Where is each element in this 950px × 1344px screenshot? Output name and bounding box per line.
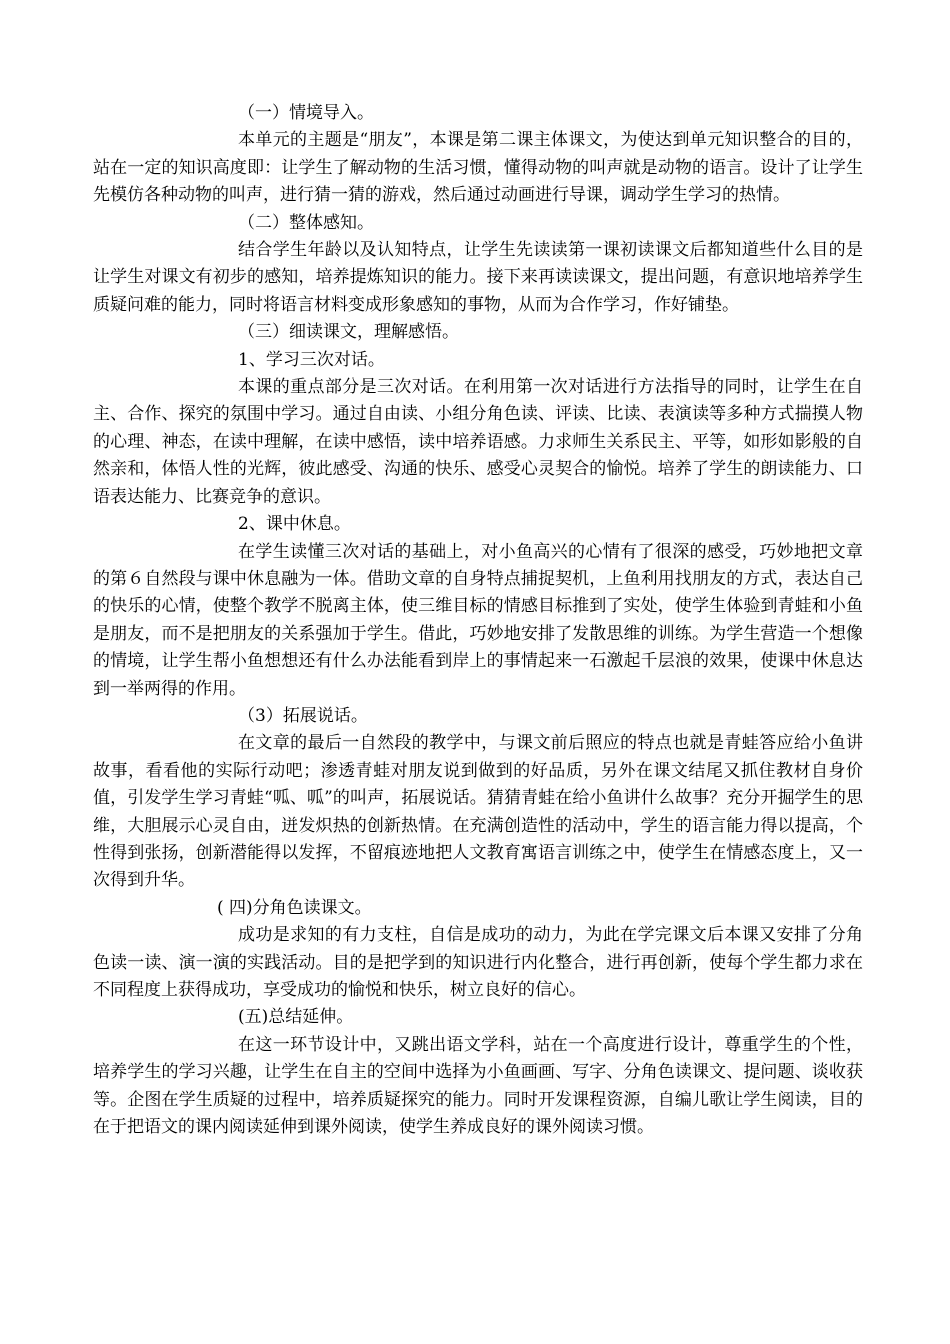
section-heading-5: (五)总结延伸。: [238, 1007, 354, 1028]
section-heading-4: ( 四)分角色读课文。: [217, 897, 372, 918]
subsection-paragraph-3-2: 在学生读懂三次对话的基础上，对小鱼高兴的心情有了很深的感受，巧妙地把文章的第６自然段与课中休息融为一体。借助文章的自身特点捕捉契机，上鱼利用找朋友的方式，表达自己的快乐的心情，使整个教学不脱离主体，使三维目标的情感目标推到了实处，使学生体验到青蛙和小鱼是朋友，而不是把朋友的关系强加于学生。借此，巧妙地安排了发散思维的训练。为学生营造一个想像的情境，让学生帮小鱼想想还有什么办法能看到岸上的事情起来一石激起千层浪的效果，使课中休息达到一举两得的作用。: [93, 541, 863, 699]
section-heading-3: （三）细读课文，理解感悟。: [238, 322, 459, 343]
section-paragraph-5: 在这一环节设计中，又跳出语文学科，站在一个高度进行设计，尊重学生的个性，培养学生的学习兴趣，让学生在自主的空间中选择为小鱼画画、写字、分角色读课文、提问题、谈收获等。企图在学生质疑的过程中，培养质疑探究的能力。同时开发课程资源，自编儿歌让学生阅读，目的在于把语文的课内阅读延伸到课外阅读，使学生养成良好的课外阅读习惯。: [93, 1034, 863, 1138]
section-paragraph-4: 成功是求知的有力支柱，自信是成功的动力，为此在学完课文后本课又安排了分角色读一读、演一演的实践活动。目的是把学到的知识进行内化整合，进行再创新，使每个学生都力求在不同程度上获得成功，享受成功的愉悦和快乐，树立良好的信心。: [93, 925, 863, 1000]
subsection-heading-3-3: （3）拓展说话。: [238, 705, 368, 726]
section-heading-2: （二）整体感知。: [238, 212, 374, 233]
section-heading-1: （一）情境导入。: [238, 103, 374, 123]
subsection-heading-3-2: 2、课中休息。: [238, 514, 351, 535]
subsection-paragraph-3-1: 本课的重点部分是三次对话。在利用第一次对话进行方法指导的同时，让学生在自主、合作、探究的氛围中学习。通过自由读、小组分角色读、评读、比读、表演读等多种方式揣摸人物的心理、神态，在读中理解，在读中感悟，读中培养语感。力求师生关系民主、平等，如形如影般的自然亲和，体悟人性的光辉，彼此感受、沟通的快乐、感受心灵契合的愉悦。培养了学生的朗读能力、口语表达能力、比赛竞争的意识。: [93, 377, 863, 507]
document-body: [93, 100, 863, 1141]
section-paragraph-1: 本单元的主题是“朋友”，本课是第二课主体课文，为使达到单元知识整合的目的，站在一定的知识高度即：让学生了解动物的生活习惯，懂得动物的叫声就是动物的语言。设计了让学生先模仿各种动物的叫声，进行猜一猜的游戏，然后通过动画进行导课，调动学生学习的热情。: [93, 130, 863, 206]
subsection-heading-3-1: 1、学习三次对话。: [238, 349, 385, 370]
section-paragraph-2: 结合学生年龄以及认知特点，让学生先读读第一课初读课文后都知道些什么目的是让学生对课文有初步的感知，培养提炼知识的能力。接下来再读读课文，提出问题，有意识地培养学生质疑问难的能力，同时将语言材料变成形象感知的事物，从而为合作学习，作好铺垫。: [93, 240, 863, 315]
subsection-paragraph-3-3: 在文章的最后一自然段的教学中，与课文前后照应的特点也就是青蛙答应给小鱼讲故事，看看他的实际行动吧；渗透青蛙对朋友说到做到的好品质，另外在课文结尾又抓住教材自身价值，引发学生学习青蛙“呱、呱”的叫声，拓展说话。猜猜青蛙在给小鱼讲什么故事？充分开掘学生的思维，大胆展示心灵自由，迸发炽热的创新热情。在充满创造性的活动中，学生的语言能力得以提高，个性得到张扬，创新潜能得以发挥，不留痕迹地把人文教育寓语言训练之中，使学生在情感态度上，又一次得到升华。: [93, 733, 863, 891]
